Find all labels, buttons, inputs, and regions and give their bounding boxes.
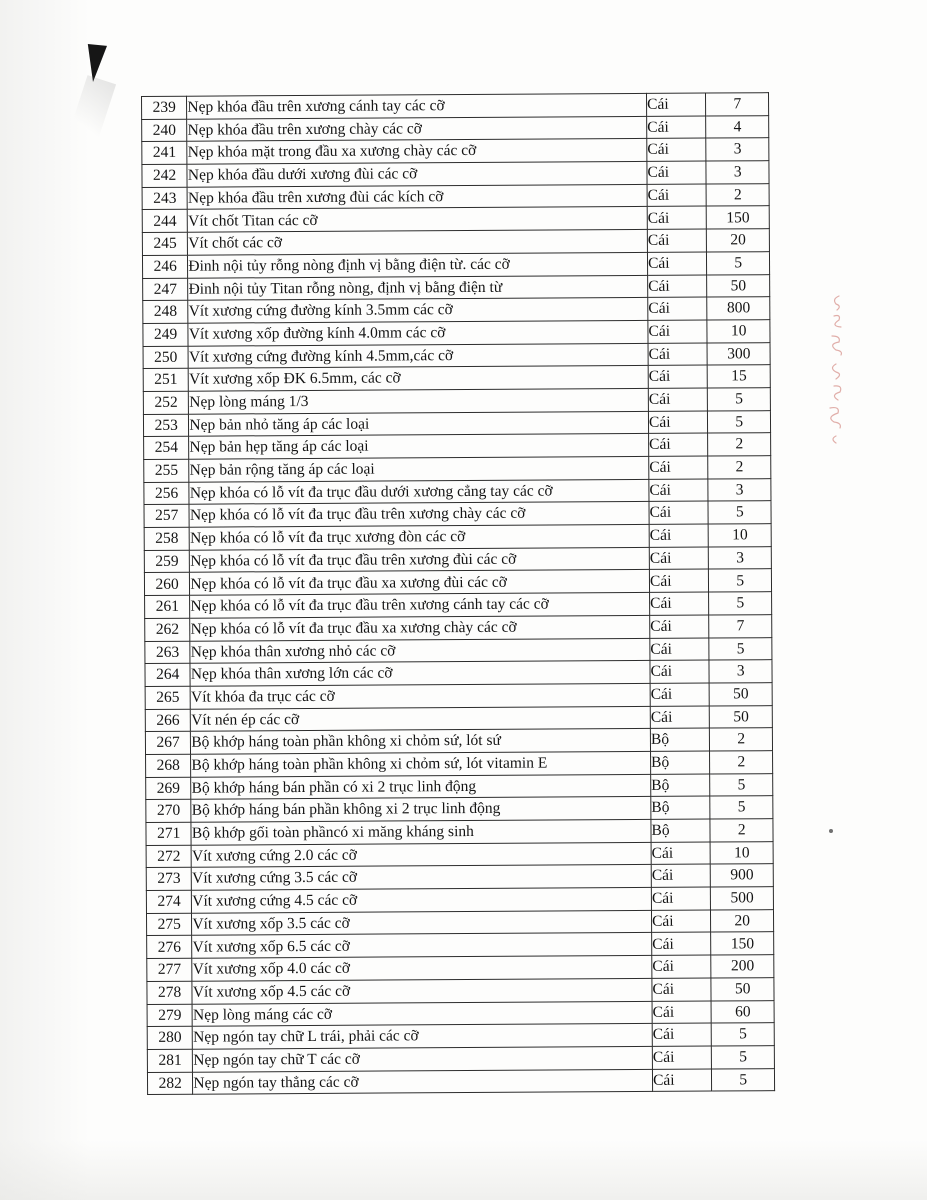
quantity-cell: 50: [710, 705, 773, 728]
row-number: 267: [145, 731, 190, 754]
quantity-cell: 5: [707, 251, 770, 274]
unit-cell: Cái: [647, 93, 707, 116]
red-handwriting-mark: [823, 292, 849, 444]
unit-cell: Cái: [652, 1023, 712, 1046]
item-description: Nẹp khóa có lỗ vít đa trục đầu trên xương chày các cỡ: [189, 502, 649, 527]
row-number: 275: [146, 913, 191, 936]
item-description: Vít nén ép các cỡ: [191, 706, 651, 731]
item-description: Nẹp khóa có lỗ vít đa trục đầu dưới xương cẳng tay các cỡ: [189, 479, 649, 504]
row-number: 253: [143, 414, 188, 437]
quantity-cell: 5: [712, 1046, 775, 1069]
item-description: Vít chốt các cỡ: [188, 230, 648, 255]
scan-shading-left: [0, 0, 90, 1200]
item-description: Vít xương cứng 4.5 các cỡ: [192, 887, 652, 912]
row-number: 265: [145, 686, 190, 709]
quantity-cell: 150: [707, 206, 770, 229]
item-description: Nẹp khóa có lỗ vít đa trục đầu xa xương chày các cỡ: [190, 615, 650, 640]
quantity-cell: 3: [706, 161, 769, 184]
quantity-cell: 5: [709, 569, 772, 592]
row-number: 270: [146, 800, 191, 823]
unit-cell: Cái: [650, 615, 710, 638]
unit-cell: Cái: [652, 1001, 712, 1024]
item-description: Vít khóa đa trục các cỡ: [190, 683, 650, 708]
row-number: 278: [147, 981, 192, 1004]
row-number: 246: [142, 255, 187, 278]
item-description: Nẹp bản hẹp tăng áp các loại: [189, 434, 649, 459]
unit-cell: Cái: [649, 501, 709, 524]
row-number: 256: [144, 482, 189, 505]
row-number: 240: [142, 119, 187, 142]
unit-cell: Cái: [647, 229, 707, 252]
row-number: 245: [142, 232, 187, 255]
quantity-cell: 3: [709, 660, 772, 683]
row-number: 266: [145, 709, 190, 732]
item-description: Vít xương xốp 4.0 các cỡ: [192, 956, 652, 981]
unit-cell: Cái: [652, 955, 712, 978]
item-description: Nẹp ngón tay chữ T các cỡ: [193, 1046, 653, 1071]
quantity-cell: 20: [711, 909, 774, 932]
unit-cell: Cái: [647, 138, 707, 161]
unit-cell: Cái: [648, 365, 708, 388]
row-number: 241: [142, 142, 187, 165]
row-number: 257: [144, 505, 189, 528]
quantity-cell: 10: [709, 524, 772, 547]
row-number: 274: [146, 890, 191, 913]
ink-speck: [829, 829, 833, 833]
unit-cell: Cái: [648, 343, 708, 366]
quantity-cell: 3: [709, 546, 772, 569]
row-number: 262: [145, 618, 190, 641]
item-description: Nẹp ngón tay thẳng các cỡ: [193, 1069, 653, 1094]
unit-cell: Cái: [652, 1069, 712, 1092]
item-description: Nẹp khóa mặt trong đầu xa xương chày các cỡ: [187, 139, 647, 164]
items-table: [141, 92, 775, 1095]
unit-cell: Cái: [648, 411, 708, 434]
row-number: 260: [144, 573, 189, 596]
row-number: 243: [142, 187, 187, 210]
unit-cell: Cái: [650, 638, 710, 661]
unit-cell: Cái: [650, 706, 710, 729]
unit-cell: Bộ: [651, 819, 711, 842]
quantity-cell: 5: [709, 592, 772, 615]
unit-cell: Cái: [652, 978, 712, 1001]
scan-shading-bottom: [0, 1140, 927, 1200]
quantity-cell: 5: [708, 388, 771, 411]
unit-cell: Cái: [652, 932, 712, 955]
row-number: 263: [145, 641, 190, 664]
item-description: Vít xương cứng 2.0 các cỡ: [191, 842, 651, 867]
quantity-cell: 20: [707, 229, 770, 252]
item-description: Vít xương cứng đường kính 3.5mm các cỡ: [188, 298, 648, 323]
row-number: 273: [146, 868, 191, 891]
quantity-cell: 200: [711, 955, 774, 978]
quantity-cell: 10: [707, 320, 770, 343]
unit-cell: Cái: [647, 206, 707, 229]
unit-cell: Cái: [649, 433, 709, 456]
unit-cell: Cái: [649, 569, 709, 592]
row-number: 276: [147, 936, 192, 959]
item-description: Đinh nội tủy Titan rỗng nòng, định vị bằng điện từ: [188, 275, 648, 300]
quantity-cell: 10: [711, 841, 774, 864]
unit-cell: Cái: [651, 910, 711, 933]
quantity-cell: 5: [708, 410, 771, 433]
quantity-cell: 2: [708, 456, 771, 479]
quantity-cell: 7: [709, 614, 772, 637]
unit-cell: Bộ: [651, 751, 711, 774]
item-description: Nẹp khóa có lỗ vít đa trục đầu trên xương cánh tay các cỡ: [190, 593, 650, 618]
item-description: Nẹp bản rộng tăng áp các loại: [189, 456, 649, 481]
row-number: 247: [143, 278, 188, 301]
quantity-cell: 2: [710, 728, 773, 751]
row-number: 277: [147, 958, 192, 981]
unit-cell: Cái: [650, 592, 710, 615]
quantity-cell: 3: [706, 138, 769, 161]
item-description: Vít xương cứng đường kính 4.5mm,các cỡ: [188, 343, 648, 368]
item-description: Bộ khớp háng bán phần không xi 2 trục linh động: [191, 797, 651, 822]
unit-cell: Cái: [647, 252, 707, 275]
quantity-cell: 2: [710, 819, 773, 842]
quantity-cell: 50: [711, 977, 774, 1000]
unit-cell: Cái: [651, 887, 711, 910]
row-number: 261: [145, 595, 190, 618]
quantity-cell: 2: [710, 751, 773, 774]
quantity-cell: 5: [709, 637, 772, 660]
quantity-cell: 15: [708, 365, 771, 388]
items-table-body: [142, 93, 775, 1095]
quantity-cell: 500: [711, 887, 774, 910]
row-number: 251: [143, 368, 188, 391]
item-description: Bộ khớp háng toàn phần không xi chỏm sứ, lót vitamin E: [191, 751, 651, 776]
item-description: Nẹp bản nhỏ tăng áp các loại: [189, 411, 649, 436]
item-description: Vít xương xốp ĐK 6.5mm, các cỡ: [189, 366, 649, 391]
unit-cell: Cái: [649, 479, 709, 502]
quantity-cell: 60: [712, 1000, 775, 1023]
item-description: Nẹp ngón tay chữ L trái, phải các cỡ: [193, 1024, 653, 1049]
row-number: 269: [146, 777, 191, 800]
unit-cell: Cái: [648, 320, 708, 343]
row-number: 239: [142, 96, 187, 119]
item-description: Vít xương xốp 4.5 các cỡ: [192, 978, 652, 1003]
quantity-cell: 7: [706, 93, 769, 116]
quantity-cell: 300: [708, 342, 771, 365]
row-number: 280: [147, 1026, 192, 1049]
item-description: Nẹp khóa có lỗ vít đa trục đầu xa xương đùi các cỡ: [190, 570, 650, 595]
unit-cell: Cái: [647, 116, 707, 139]
item-description: Bộ khớp háng toàn phần không xi chỏm sứ, lót sứ: [191, 729, 651, 754]
item-description: Nẹp khóa đầu dưới xương đùi các cỡ: [187, 161, 647, 186]
unit-cell: Bộ: [650, 728, 710, 751]
row-number: 259: [144, 550, 189, 573]
quantity-cell: 50: [710, 683, 773, 706]
row-number: 242: [142, 164, 187, 187]
item-description: Vít xương cứng 3.5 các cỡ: [192, 865, 652, 890]
quantity-cell: 5: [712, 1068, 775, 1091]
unit-cell: Cái: [647, 161, 707, 184]
item-description: Đinh nội tủy rỗng nòng định vị bằng điện từ. các cỡ: [188, 252, 648, 277]
item-description: Bộ khớp gối toàn phầncó xi măng kháng sinh: [191, 819, 651, 844]
unit-cell: Bộ: [651, 796, 711, 819]
item-description: Vít xương xốp đường kính 4.0mm các cỡ: [188, 320, 648, 345]
row-number: 272: [146, 845, 191, 868]
quantity-cell: 800: [707, 297, 770, 320]
quantity-cell: 900: [711, 864, 774, 887]
row-number: 244: [142, 210, 187, 233]
table-row: [147, 1068, 774, 1095]
quantity-cell: 3: [708, 478, 771, 501]
quantity-cell: 150: [711, 932, 774, 955]
quantity-cell: 5: [712, 1023, 775, 1046]
quantity-cell: 2: [707, 183, 770, 206]
quantity-cell: 2: [708, 433, 771, 456]
item-description: Nẹp khóa thân xương nhỏ các cỡ: [190, 638, 650, 663]
quantity-cell: 4: [706, 115, 769, 138]
item-description: Nẹp khóa thân xương lớn các cỡ: [190, 661, 650, 686]
row-number: 282: [147, 1072, 192, 1095]
quantity-cell: 5: [708, 501, 771, 524]
row-number: 264: [145, 663, 190, 686]
row-number: 255: [144, 459, 189, 482]
item-description: Nẹp lòng máng 1/3: [189, 388, 649, 413]
unit-cell: Cái: [647, 184, 707, 207]
row-number: 248: [143, 300, 188, 323]
unit-cell: Cái: [649, 547, 709, 570]
unit-cell: Cái: [649, 524, 709, 547]
unit-cell: Cái: [648, 388, 708, 411]
row-number: 249: [143, 323, 188, 346]
item-description: Nẹp khóa đầu trên xương cánh tay các cỡ: [187, 93, 647, 118]
unit-cell: Cái: [651, 842, 711, 865]
row-number: 268: [146, 754, 191, 777]
row-number: 271: [146, 822, 191, 845]
row-number: 250: [143, 346, 188, 369]
unit-cell: Cái: [650, 683, 710, 706]
quantity-cell: 50: [707, 274, 770, 297]
item-description: Nẹp lòng máng các cỡ: [192, 1001, 652, 1026]
quantity-cell: 5: [710, 773, 773, 796]
item-description: Nẹp khóa có lỗ vít đa trục đầu trên xương đùi các cỡ: [190, 547, 650, 572]
item-description: Nẹp khóa đầu trên xương đùi các kích cỡ: [187, 184, 647, 209]
row-number: 252: [143, 391, 188, 414]
item-description: Bộ khớp háng bán phần có xi 2 trục linh động: [191, 774, 651, 799]
unit-cell: Cái: [648, 275, 708, 298]
quantity-cell: 5: [710, 796, 773, 819]
item-description: Nẹp khóa có lỗ vít đa trục xương đòn các cỡ: [189, 524, 649, 549]
row-number: 254: [144, 437, 189, 460]
items-table-wrap: [141, 92, 777, 1095]
item-description: Vít xương xốp 3.5 các cỡ: [192, 910, 652, 935]
row-number: 258: [144, 527, 189, 550]
unit-cell: Cái: [649, 456, 709, 479]
item-description: Vít xương xốp 6.5 các cỡ: [192, 933, 652, 958]
corner-fold-shadow: [66, 75, 116, 151]
unit-cell: Cái: [648, 297, 708, 320]
item-description: Nẹp khóa đầu trên xương chày các cỡ: [187, 116, 647, 141]
unit-cell: Cái: [650, 660, 710, 683]
row-number: 281: [147, 1049, 192, 1072]
unit-cell: Cái: [652, 1046, 712, 1069]
item-description: Vít chốt Titan các cỡ: [188, 207, 648, 232]
unit-cell: Cái: [651, 864, 711, 887]
unit-cell: Bộ: [651, 774, 711, 797]
row-number: 279: [147, 1004, 192, 1027]
